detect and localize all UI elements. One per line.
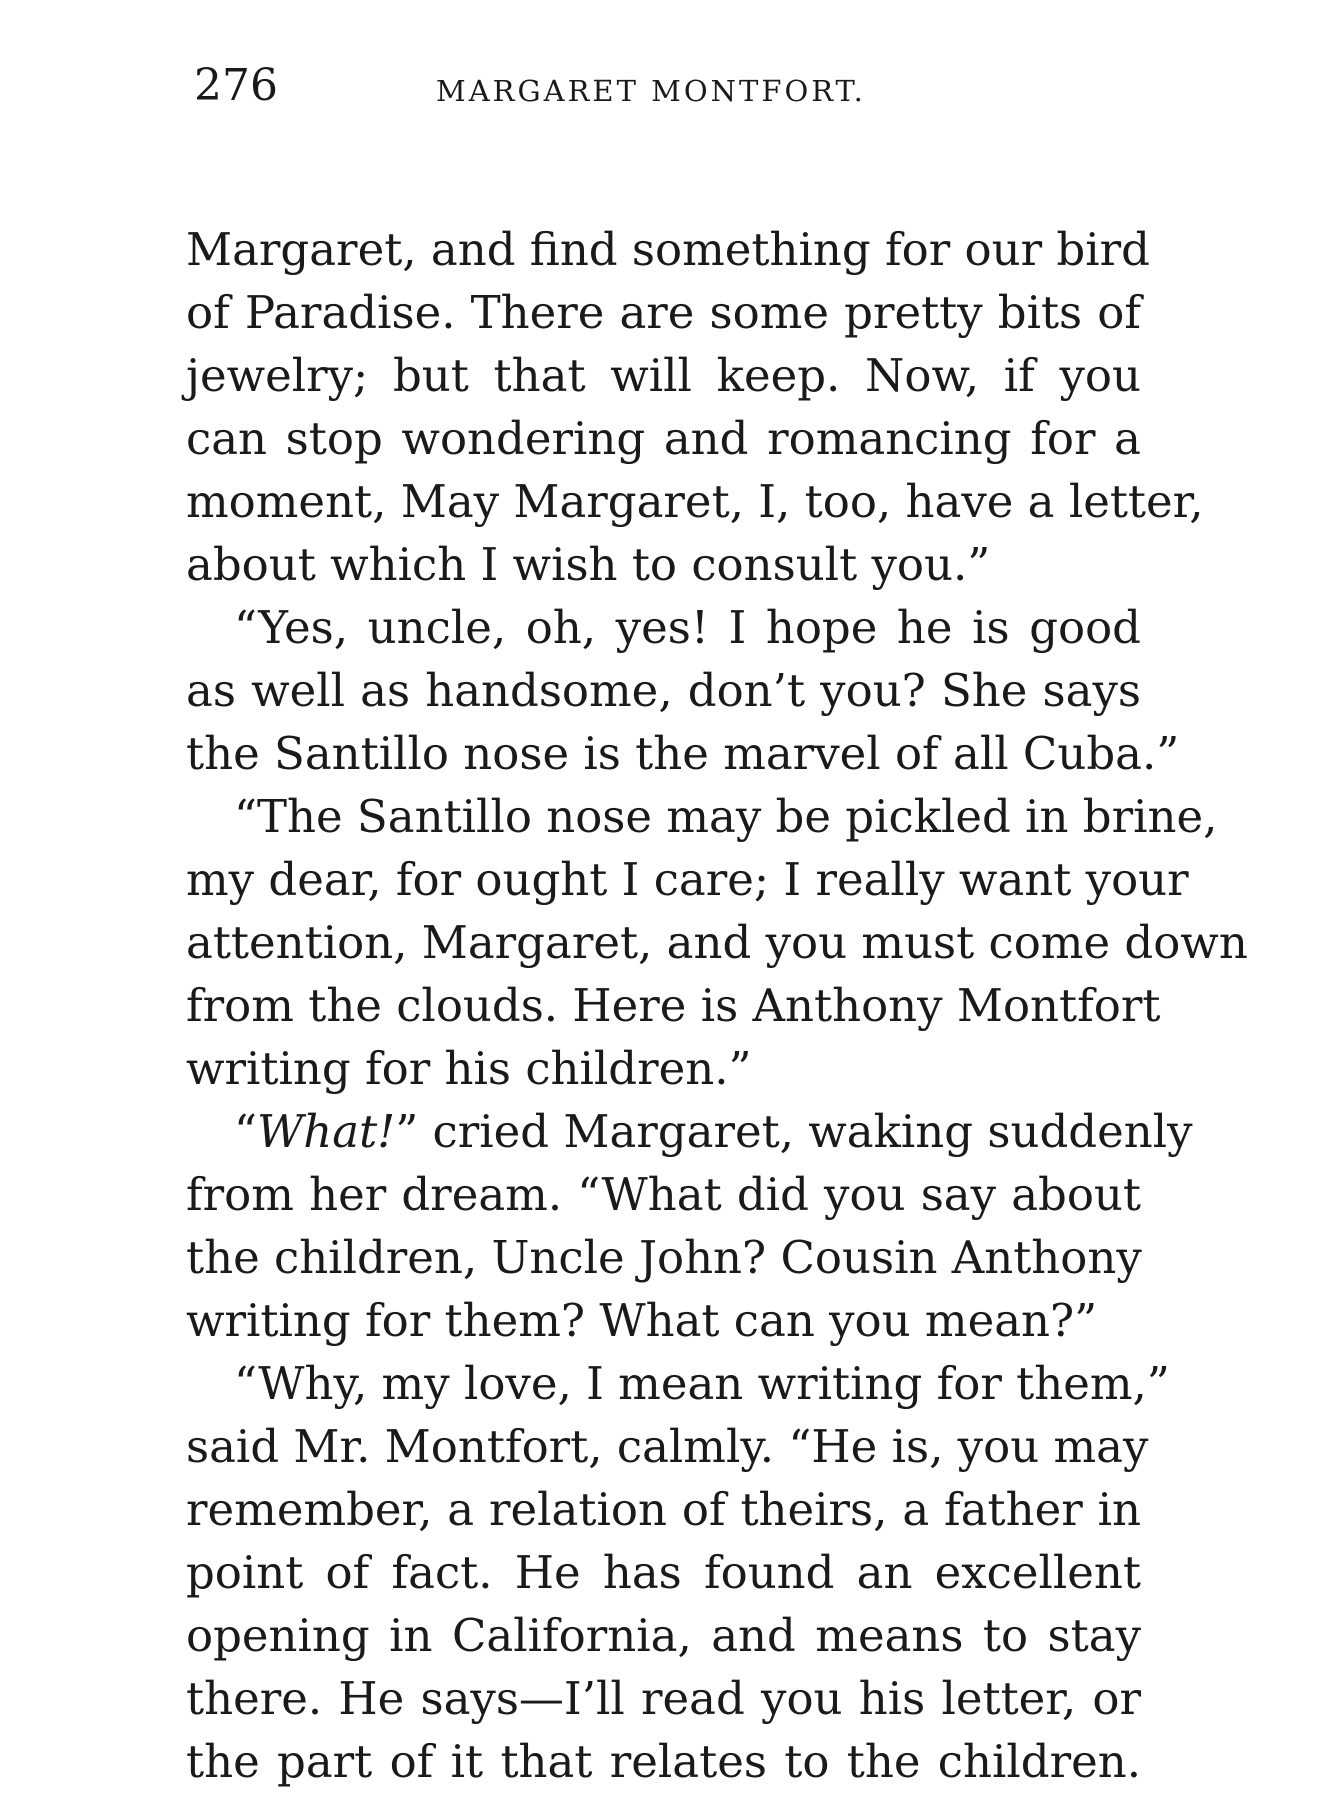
text-line: opening in California, and means to stay: [186, 1609, 1141, 1662]
text-line: remember, a relation of theirs, a father in: [186, 1483, 1141, 1536]
text-line: [186, 1100, 1193, 1163]
text-line: point of fact. He has found an excellent: [186, 1546, 1141, 1599]
open-quote: “: [234, 1105, 258, 1158]
paragraph-1: [186, 218, 1204, 596]
line-rest: ” cried Margaret, waking suddenly: [395, 1105, 1193, 1158]
text-line: from her dream. “What did you say about: [186, 1168, 1141, 1221]
paragraph-2: [186, 596, 1180, 785]
text-line: “Why, my love, I mean writing for them,”: [234, 1357, 1170, 1410]
text-line: of Paradise. There are some pretty bits of: [186, 286, 1141, 339]
paragraph-4: [186, 1100, 1193, 1352]
paragraph-3: [186, 785, 1248, 1100]
text-line: as well as handsome, don’t you? She says: [186, 664, 1141, 717]
text-line: the Santillo nose is the marvel of all Cuba.”: [186, 727, 1180, 780]
text-line: attention, Margaret, and you must come down: [186, 916, 1248, 969]
text-line: Margaret, and find something for our bird: [186, 223, 1150, 276]
text-line: jewelry; but that will keep. Now, if you: [186, 349, 1141, 402]
text-line: “The Santillo nose may be pickled in brine,: [234, 790, 1218, 843]
text-line: moment, May Margaret, I, too, have a letter,: [186, 475, 1204, 528]
page-number: 276: [194, 60, 278, 111]
running-title: MARGARET MONTFORT.: [436, 74, 866, 108]
italic-exclamation: What!: [257, 1105, 396, 1158]
running-head: [186, 56, 1141, 126]
text-line: the part of it that relates to the children.: [186, 1735, 1141, 1788]
text-line: can stop wondering and romancing for a: [186, 412, 1141, 465]
text-line: said Mr. Montfort, calmly. “He is, you may: [186, 1420, 1149, 1473]
text-line: “Yes, uncle, oh, yes! I hope he is good: [234, 601, 1141, 654]
text-line: there. He says—I’ll read you his letter, or: [186, 1672, 1141, 1725]
page-body: [186, 218, 1248, 1793]
text-line: my dear, for ought I care; I really want your: [186, 853, 1189, 906]
text-line: writing for his children.”: [186, 1042, 752, 1095]
text-line: the children, Uncle John? Cousin Anthony: [186, 1231, 1142, 1284]
book-page: [186, 56, 1248, 1793]
paragraph-5: [186, 1352, 1170, 1793]
text-line: from the clouds. Here is Anthony Montfort: [186, 979, 1161, 1032]
text-line: writing for them? What can you mean?”: [186, 1294, 1098, 1347]
text-line: about which I wish to consult you.”: [186, 538, 991, 591]
